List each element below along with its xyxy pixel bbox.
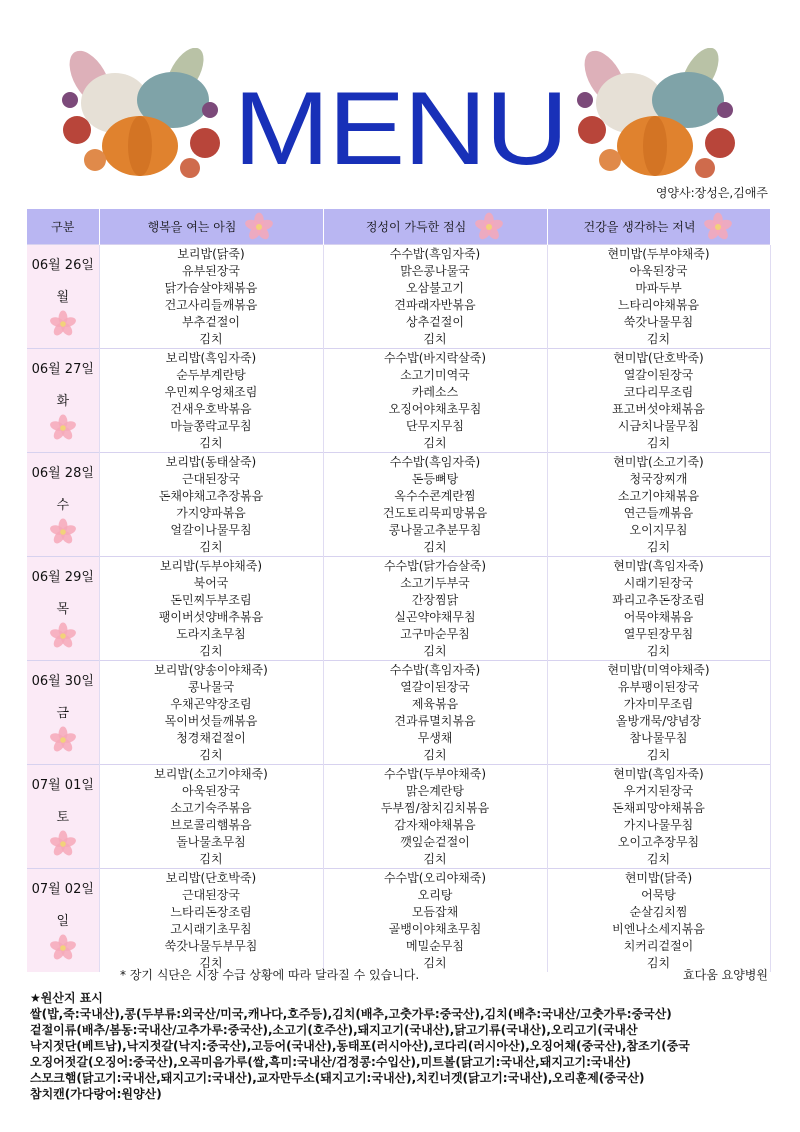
lunch-cell [323, 245, 547, 349]
menu-item: 오삼불고기 [406, 281, 464, 295]
menu-day-row [27, 349, 770, 453]
menu-item: 수수밥(두부야채죽) [383, 767, 487, 781]
menu-item: 김치 [646, 332, 671, 346]
menu-item: 보리밥(단호박죽) [165, 871, 257, 885]
menu-item: 견파래자반볶음 [394, 298, 476, 312]
menu-item: 김치 [423, 956, 447, 970]
menu-item: 닭가슴살야채볶음 [164, 281, 258, 295]
header-category [27, 209, 99, 245]
origin-heading: ★원산지 표시 [30, 991, 103, 1005]
menu-item: 오리탕 [417, 888, 453, 902]
menu-item: 콩나물고추분무침 [388, 523, 482, 537]
dinner-cell [547, 245, 770, 349]
menu-item: 유부팽이된장국 [617, 680, 700, 694]
menu-item: 실곤약야채무침 [394, 610, 476, 624]
origin-line: 오징어젓갈(오징어:중국산),오곡미음가루(쌀,흑미:국내산/검정콩:수입산),미트볼(닭고기:국내산,돼지고기:국내산) [30, 1055, 632, 1069]
menu-item: 돈민찌두부조림 [170, 593, 252, 607]
menu-item: 수수밥(닭가슴살죽) [383, 559, 487, 573]
menu-item: 현미밥(단호박죽) [613, 351, 704, 365]
dinner-cell [547, 765, 770, 869]
flower-icon [49, 310, 77, 338]
menu-item: 견과류멸치볶음 [394, 714, 476, 728]
breakfast-cell [99, 245, 323, 349]
header-lunch [323, 209, 547, 245]
menu-item: 얼갈이나물무침 [170, 523, 252, 537]
menu-item: 가자미무조림 [623, 697, 694, 711]
breakfast-cell [99, 765, 323, 869]
menu-item: 보리밥(두부야채죽) [159, 559, 263, 573]
menu-item: 김치 [199, 332, 223, 346]
menu-day-row [27, 453, 770, 557]
menu-item: 김치 [199, 748, 223, 762]
menu-item: 김치 [199, 956, 223, 970]
header-dinner-label: 건강을 생각하는 저녁 [583, 220, 696, 234]
menu-day-row [27, 557, 770, 661]
menu-item: 김치 [423, 540, 447, 554]
menu-item: 연근들깨볶음 [623, 506, 694, 520]
menu-title: MENU [233, 69, 567, 187]
menu-item: 고시래기초무침 [170, 922, 252, 936]
menu-item: 표고버섯야채볶음 [612, 402, 705, 416]
menu-item: 코다리무조림 [623, 385, 694, 399]
dinner-cell [547, 453, 770, 557]
menu-body [27, 245, 770, 973]
day-weekday: 토 [56, 810, 70, 825]
menu-item: 맑은콩나물국 [400, 264, 470, 278]
menu-day-row [27, 245, 770, 349]
menu-item: 브로콜리햄볶음 [170, 818, 252, 832]
dinner-cell [547, 557, 770, 661]
menu-item: 수수밥(흑임자죽) [389, 455, 481, 469]
menu-item: 시금치나물무침 [617, 419, 700, 433]
menu-item: 근대된장국 [182, 888, 240, 902]
menu-item: 김치 [199, 852, 223, 866]
day-weekday: 일 [56, 914, 70, 929]
menu-item: 부추겉절이 [182, 315, 240, 329]
origin-line: 낙지젓단(베트남),낙지젓갈(낙지:중국산),고등어(국내산),동태포(러시아산),코다리(러시아산),오징어채(중국산),참조기(중국 [30, 1039, 690, 1053]
breakfast-cell [99, 661, 323, 765]
lunch-cell [323, 765, 547, 869]
menu-item: 우거지된장국 [623, 784, 694, 798]
menu-item: 카레소스 [411, 385, 459, 399]
menu-item: 보리밥(소고기야채죽) [154, 767, 268, 781]
menu-item: 청국장찌개 [629, 472, 688, 486]
menu-item: 김치 [646, 540, 671, 554]
menu-item: 마늘쫑락교무침 [170, 419, 252, 433]
menu-item: 현미밥(흑임자죽) [613, 559, 704, 573]
schedule-note: * 장기 식단은 시장 수급 상황에 따라 달라질 수 있습니다. [120, 968, 420, 982]
lunch-cell [323, 557, 547, 661]
menu-day-row [27, 661, 770, 765]
header-breakfast-label: 행복을 여는 아침 [147, 220, 237, 234]
menu-item: 보리밥(동태살죽) [165, 455, 257, 469]
menu-item: 보리밥(흑임자죽) [165, 351, 257, 365]
menu-item: 김치 [646, 748, 671, 762]
day-date: 06월 29일 [31, 570, 94, 585]
menu-item: 현미밥(닭죽) [624, 871, 693, 885]
menu-item: 느타리야채볶음 [617, 298, 700, 312]
menu-item: 수수밥(오리야채죽) [383, 871, 487, 885]
day-cell [27, 765, 99, 869]
menu-item: 소고기숙주볶음 [170, 801, 252, 815]
day-cell [27, 869, 99, 973]
menu-item: 제육볶음 [411, 697, 459, 711]
menu-item: 현미밥(소고기죽) [613, 455, 704, 469]
origin-line: 쌀(밥,죽:국내산),콩(두부류:외국산/미국,캐나다,호주등),김치(배추,고춧가루:중국산),김치(배추:국내산/고춧가루:중국산) [30, 1007, 672, 1021]
menu-item: 소고기미역국 [400, 368, 470, 382]
flower-icon [49, 830, 77, 858]
menu-item: 가지양파볶음 [176, 506, 246, 520]
menu-item: 꽈리고추돈장조림 [612, 593, 705, 607]
menu-item: 김치 [646, 852, 671, 866]
menu-item: 김치 [199, 644, 223, 658]
flower-icon [244, 212, 274, 242]
flower-icon [49, 622, 77, 650]
menu-item: 골뱅이야채초무침 [388, 922, 482, 936]
menu-item: 돈채야채고추장볶음 [158, 489, 264, 503]
breakfast-cell [99, 349, 323, 453]
menu-item: 김치 [646, 956, 671, 970]
menu-item: 오징어야채초무침 [388, 402, 482, 416]
menu-item: 마파두부 [635, 281, 682, 295]
menu-item: 북어국 [193, 576, 229, 590]
menu-item: 단무지무침 [406, 419, 464, 433]
menu-item: 아욱된장국 [182, 784, 240, 798]
menu-item: 보리밥(닭죽) [177, 247, 245, 261]
menu-item: 고구마순무침 [400, 627, 470, 641]
menu-item: 김치 [646, 644, 671, 658]
menu-item: 오이지무침 [629, 523, 688, 537]
menu-item: 김치 [199, 540, 223, 554]
menu-item: 순살김치찜 [629, 905, 688, 919]
menu-item: 메밀순무침 [406, 939, 464, 953]
flower-icon [49, 726, 77, 754]
menu-item: 건새우호박볶음 [170, 402, 252, 416]
menu-item: 보리밥(양송이야채죽) [154, 663, 268, 677]
day-date: 07월 02일 [31, 882, 94, 897]
lunch-cell [323, 349, 547, 453]
flower-icon [703, 212, 733, 242]
menu-item: 오이고추장무침 [617, 835, 700, 849]
menu-item: 우채곤약장조림 [170, 697, 252, 711]
menu-item: 도라지초무침 [176, 627, 246, 641]
menu-item: 옥수수콘계란찜 [394, 489, 476, 503]
menu-item: 김치 [423, 436, 447, 450]
day-cell [27, 245, 99, 349]
menu-item: 유부된장국 [182, 264, 240, 278]
menu-item: 김치 [646, 436, 671, 450]
menu-item: 쑥갓나물두부무침 [164, 939, 258, 953]
day-date: 06월 27일 [31, 362, 94, 377]
menu-item: 수수밥(바지락살죽) [383, 351, 487, 365]
menu-item: 간장찜닭 [411, 593, 459, 607]
menu-item: 김치 [423, 748, 447, 762]
day-weekday: 수 [56, 498, 70, 513]
breakfast-cell [99, 557, 323, 661]
lunch-cell [323, 661, 547, 765]
lunch-cell [323, 453, 547, 557]
menu-item: 쑥갓나물무침 [623, 315, 694, 329]
menu-item: 건도토리묵피망볶음 [382, 506, 488, 520]
menu-item: 김치 [423, 644, 447, 658]
day-weekday: 월 [56, 290, 70, 305]
menu-item: 비엔나소세지볶음 [612, 922, 705, 936]
origin-line: 스모크햄(닭고기:국내산,돼지고기:국내산),교자만두소(돼지고기:국내산),치킨너겟(닭고기:국내산),오리훈제(중국산) [30, 1071, 645, 1085]
weekly-menu-table [27, 209, 771, 972]
header-dinner [547, 209, 770, 245]
day-cell [27, 349, 99, 453]
menu-item: 소고기야채볶음 [617, 489, 700, 503]
menu-day-row [27, 765, 770, 869]
menu-item: 상추겉절이 [406, 315, 464, 329]
menu-item: 열갈이된장국 [400, 680, 470, 694]
menu-item: 순두부계란탕 [176, 368, 246, 382]
day-cell [27, 453, 99, 557]
origin-labeling [30, 990, 790, 1102]
menu-item: 수수밥(흑임자죽) [389, 663, 481, 677]
header-breakfast [99, 209, 323, 245]
menu-item: 감자채야채볶음 [394, 818, 476, 832]
day-weekday: 목 [56, 602, 70, 617]
flower-icon [474, 212, 504, 242]
menu-item: 어묵탕 [641, 888, 676, 902]
menu-item: 어묵야채볶음 [623, 610, 694, 624]
flower-icon [49, 414, 77, 442]
day-date: 06월 30일 [31, 674, 94, 689]
menu-item: 열갈이된장국 [623, 368, 694, 382]
menu-item: 김치 [423, 852, 447, 866]
breakfast-cell [99, 453, 323, 557]
day-weekday: 금 [56, 706, 70, 721]
day-weekday: 화 [56, 394, 70, 409]
dinner-cell [547, 869, 770, 973]
menu-item: 돈채피망야채볶음 [612, 801, 705, 815]
header-category-label: 구분 [51, 220, 75, 234]
menu-item: 시래기된장국 [623, 576, 694, 590]
flower-icon [49, 934, 77, 962]
menu-item: 팽이버섯양배추볶음 [158, 610, 264, 624]
menu-item: 참나물무침 [629, 731, 688, 745]
menu-item: 김치 [423, 332, 447, 346]
menu-item: 목이버섯들깨볶음 [164, 714, 258, 728]
menu-item: 근대된장국 [182, 472, 240, 486]
menu-item: 돌나물초무침 [176, 835, 246, 849]
menu-item: 돈등뼈탕 [411, 472, 459, 486]
page-header [0, 0, 800, 210]
menu-item: 무생채 [417, 731, 453, 745]
menu-item: 두부찜/참치김치볶음 [380, 801, 490, 815]
menu-item: 치커리겉절이 [623, 939, 694, 953]
menu-item: 건고사리들깨볶음 [164, 298, 258, 312]
menu-item: 가지나물무침 [623, 818, 694, 832]
menu-item: 소고기두부국 [400, 576, 470, 590]
menu-item: 깻잎순겉절이 [400, 835, 470, 849]
dietitian-names: 영양사:장성은,김애주 [655, 186, 768, 200]
menu-item: 우민찌우엉채조림 [164, 385, 258, 399]
menu-item: 열무된장무침 [623, 627, 694, 641]
day-date: 06월 26일 [31, 258, 94, 273]
hospital-name: 효다움 요양병원 [683, 968, 768, 982]
menu-item: 수수밥(흑임자죽) [389, 247, 481, 261]
dinner-cell [547, 349, 770, 453]
menu-item: 올방개묵/양념장 [615, 714, 702, 728]
menu-item: 모듬잡채 [411, 905, 459, 919]
day-cell [27, 661, 99, 765]
lunch-cell [323, 869, 547, 973]
menu-item: 김치 [199, 436, 223, 450]
menu-item: 아욱된장국 [629, 264, 688, 278]
dinner-cell [547, 661, 770, 765]
menu-item: 느타리돈장조림 [170, 905, 252, 919]
flower-icon [49, 518, 77, 546]
origin-line: 참치캔(가다랑어:원양산) [30, 1087, 162, 1101]
day-cell [27, 557, 99, 661]
day-date: 07월 01일 [31, 778, 94, 793]
autumn-pumpkin-bouquet-right [570, 48, 750, 188]
header-lunch-label: 정성이 가득한 점심 [365, 220, 467, 234]
menu-item: 콩나물국 [187, 680, 235, 694]
origin-line: 겉절이류(배추/봄동:국내산/고추가루:중국산),소고기(호주산),돼지고기(국내산),닭고기류(국내산),오리고기(국내산 [30, 1023, 638, 1037]
menu-day-row [27, 869, 770, 973]
table-header-row [27, 209, 770, 245]
menu-item: 현미밥(미역야채죽) [607, 663, 710, 677]
menu-item: 맑은계란탕 [406, 784, 464, 798]
breakfast-cell [99, 869, 323, 973]
menu-item: 현미밥(흑임자죽) [613, 767, 704, 781]
day-date: 06월 28일 [31, 466, 94, 481]
menu-item: 청경채겉절이 [176, 731, 246, 745]
menu-item: 현미밥(두부야채죽) [607, 247, 710, 261]
